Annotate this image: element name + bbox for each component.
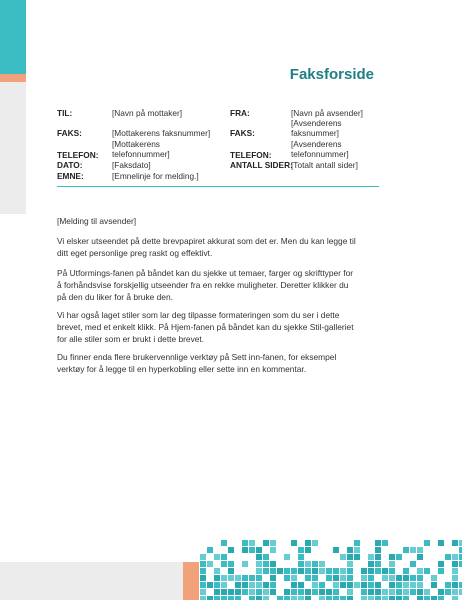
to-label: TIL: xyxy=(57,108,73,118)
from-label: FRA: xyxy=(230,108,250,118)
document-title[interactable]: Faksforside xyxy=(289,66,374,83)
fax-value[interactable]: [Mottakerens faksnummer] xyxy=(112,128,211,138)
paragraph-4[interactable]: Du finner enda flere brukervennlige verktøy på Sett inn-fanen, for eksempel verktøy for å legge til en hyperkobling eller sette inn en kommentar. xyxy=(57,352,337,374)
subject-value[interactable]: [Emnelinje for melding.] xyxy=(112,171,199,181)
to-value[interactable]: [Navn på mottaker] xyxy=(112,108,183,118)
greeting[interactable]: [Melding til avsender] xyxy=(57,216,137,226)
date-value[interactable]: [Faksdato] xyxy=(112,160,151,170)
paragraph-1[interactable]: Vi elsker utseendet på dette brevpapiret akkurat som det er. Men du kan legge til ditt eget personlige preg raskt og effektivt. xyxy=(57,236,356,258)
paragraph-3[interactable]: Vi har også laget stiler som lar deg tilpasse formateringen som du ser i dette brevet, med et enkelt klikk. På Hjem-fanen på båndet kan du sjekke Stil-galleriet for alle stiler som er brukt i dette brevet. xyxy=(57,310,354,344)
pages-value[interactable]: [Totalt antall sider] xyxy=(291,160,358,170)
pages-label: ANTALL SIDER: xyxy=(230,160,293,170)
phone-label: TELEFON: xyxy=(57,150,99,160)
subject-label: EMNE: xyxy=(57,171,84,181)
sender-phone-value[interactable]: [Avsenderens telefonnummer] xyxy=(291,139,349,159)
from-value[interactable]: [Navn på avsender] xyxy=(291,108,363,118)
sender-fax-label: FAKS: xyxy=(230,128,255,138)
phone-value[interactable]: [Mottakerens telefonnummer] xyxy=(112,139,170,159)
date-label: DATO: xyxy=(57,160,83,170)
sender-phone-label: TELEFON: xyxy=(230,150,272,160)
sender-fax-value[interactable]: [Avsenderens faksnummer] xyxy=(291,118,342,138)
paragraph-2[interactable]: På Utformings-fanen på båndet kan du sjekke ut temaer, farger og skrifttyper for å forhåndsvise forskjellig utseender fra en rekke muligheter. Deretter klikker du på den du liker for å bruke den. xyxy=(57,268,354,302)
fax-label: FAKS: xyxy=(57,128,82,138)
